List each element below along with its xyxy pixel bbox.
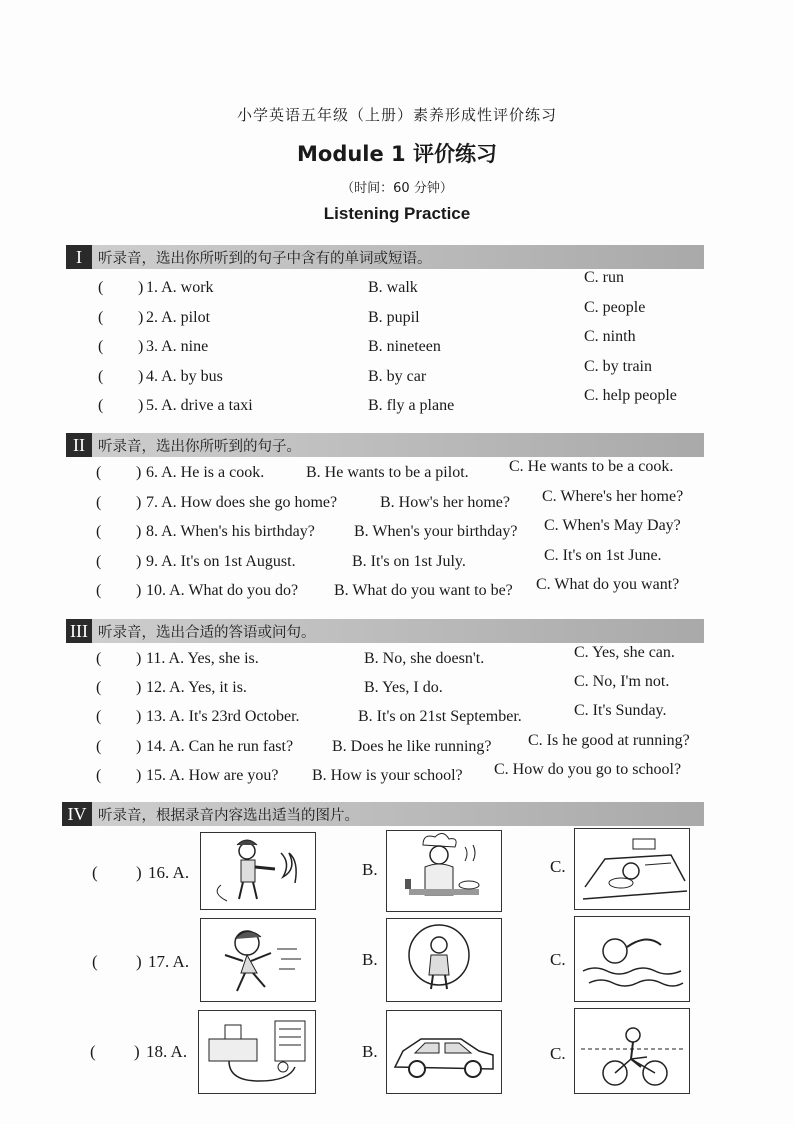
answer-blank-close: ) [136, 494, 142, 511]
time-limit: （时间：60 分钟） [341, 181, 453, 196]
answer-blank-open: ( [98, 397, 104, 414]
section-1-header [66, 245, 704, 269]
answer-blank-close: ) [136, 582, 142, 599]
answer-blank-open: ( [90, 1042, 96, 1061]
swimming-icon [575, 917, 689, 1001]
section-number: IV [62, 802, 92, 826]
option-c: C. When's May Day? [544, 517, 681, 534]
answer-blank-close: ) [138, 338, 144, 355]
question-number: 16. A. [148, 863, 190, 882]
answer-blank-close: ) [136, 523, 142, 540]
school-walk-icon [199, 1011, 315, 1093]
answer-blank-open: ( [98, 309, 104, 326]
answer-blank-close: ) [136, 767, 142, 784]
option-b: B. nineteen [368, 338, 441, 355]
option-c: C. What do you want? [536, 576, 680, 593]
bicycle-icon [575, 1009, 689, 1093]
car-icon [387, 1011, 501, 1093]
option-c: C. by train [584, 358, 652, 375]
option-b: B. walk [368, 279, 418, 296]
option-b: B. When's your birthday? [354, 523, 518, 540]
option-a: 6. A. He is a cook. [146, 464, 265, 481]
option-b: B. No, she doesn't. [364, 650, 485, 667]
question-row [94, 576, 714, 606]
question-row [94, 761, 714, 791]
option-a: 1. A. work [146, 279, 214, 296]
answer-blank-open: ( [96, 494, 102, 511]
option-a: 13. A. It's 23rd October. [146, 708, 300, 725]
question-number: 18. A. [146, 1042, 188, 1061]
picture-cook[interactable] [386, 830, 502, 912]
question-row [94, 387, 714, 421]
option-c: C. ninth [584, 328, 636, 345]
picture-cycling-boy[interactable] [574, 1008, 690, 1094]
answer-blank-close: ) [134, 1042, 140, 1061]
option-c: C. Yes, she can. [574, 644, 675, 661]
answer-blank-close: ) [136, 464, 142, 481]
option-c: C. people [584, 299, 646, 316]
answer-blank-open: ( [92, 952, 98, 971]
skipping-rope-icon [387, 919, 501, 1001]
option-c: C. It's on 1st June. [544, 547, 662, 564]
option-b-label: B. [362, 1042, 378, 1061]
answer-blank-close: ) [136, 553, 142, 570]
section-3-header [66, 619, 704, 643]
option-a: 2. A. pilot [146, 309, 211, 326]
question-row [94, 732, 714, 762]
option-c: C. It's Sunday. [574, 702, 667, 719]
answer-blank-open: ( [96, 582, 102, 599]
option-a: 7. A. How does she go home? [146, 494, 338, 511]
option-a: 15. A. How are you? [146, 767, 279, 784]
option-c: C. help people [584, 387, 677, 404]
picture-swimming-boy[interactable] [574, 916, 690, 1002]
section-instruction: 听录音，选出你所听到的句子中含有的单词或短语。 [98, 250, 432, 267]
answer-blank-close: ) [136, 952, 142, 971]
answer-blank-open: ( [92, 863, 98, 882]
question-row [94, 644, 714, 674]
answer-blank-close: ) [136, 679, 142, 696]
answer-blank-open: ( [96, 464, 102, 481]
question-row [94, 673, 714, 703]
answer-blank-close: ) [138, 279, 144, 296]
answer-blank-open: ( [98, 368, 104, 385]
cook-icon [387, 831, 501, 911]
option-b: B. How's her home? [380, 494, 510, 511]
option-a: 5. A. drive a taxi [146, 397, 253, 414]
answer-blank-open: ( [96, 708, 102, 725]
section-heading: Listening Practice [323, 204, 471, 223]
option-a: 9. A. It's on 1st August. [146, 553, 296, 570]
option-b-label: B. [362, 860, 378, 879]
option-a: 10. A. What do you do? [146, 582, 299, 599]
taxi-driver-icon [575, 829, 689, 909]
option-c: C. Where's her home? [542, 488, 684, 505]
question-row [94, 458, 714, 488]
answer-blank-close: ) [136, 863, 142, 882]
option-c: C. He wants to be a cook. [509, 458, 674, 475]
firefighter-icon [201, 833, 315, 909]
answer-blank-open: ( [96, 767, 102, 784]
option-a: 11. A. Yes, she is. [146, 650, 259, 667]
option-a: 14. A. Can he run fast? [146, 738, 294, 755]
question-number: 17. A. [148, 952, 190, 971]
answer-blank-close: ) [138, 309, 144, 326]
answer-blank-open: ( [96, 523, 102, 540]
option-c: C. No, I'm not. [574, 673, 670, 690]
picture-firefighter[interactable] [200, 832, 316, 910]
section-number: I [66, 245, 92, 269]
answer-blank-open: ( [96, 553, 102, 570]
question-row [94, 702, 714, 732]
option-b: B. It's on 21st September. [358, 708, 522, 725]
question-row [94, 517, 714, 547]
option-a: 12. A. Yes, it is. [146, 679, 247, 696]
picture-car[interactable] [386, 1010, 502, 1094]
picture-skipping-girl[interactable] [386, 918, 502, 1002]
option-b: B. fly a plane [368, 397, 455, 414]
section-number: III [66, 619, 92, 643]
section-4-header [62, 802, 704, 826]
option-c: C. How do you go to school? [494, 761, 682, 778]
option-b: B. How is your school? [312, 767, 463, 784]
section-instruction: 听录音，选出你所听到的句子。 [98, 438, 301, 455]
option-a: 8. A. When's his birthday? [146, 523, 315, 540]
option-c: C. Is he good at running? [528, 732, 690, 749]
option-c-label: C. [550, 1044, 566, 1063]
answer-blank-close: ) [136, 738, 142, 755]
section-number: II [66, 433, 92, 457]
option-b: B. by car [368, 368, 427, 385]
running-girl-icon [201, 919, 315, 1001]
question-row [94, 488, 714, 518]
option-c: C. run [584, 269, 624, 286]
answer-blank-open: ( [98, 338, 104, 355]
page-title: Module 1 评价练习 [297, 142, 497, 166]
worksheet-subtitle: 小学英语五年级（上册）素养形成性评价练习 [236, 106, 557, 124]
question-row [94, 547, 714, 577]
option-a: 4. A. by bus [146, 368, 223, 385]
answer-blank-close: ) [138, 397, 144, 414]
picture-taxi-driver[interactable] [574, 828, 690, 910]
picture-walking-to-school[interactable] [198, 1010, 316, 1094]
answer-blank-open: ( [96, 679, 102, 696]
section-instruction: 听录音，选出合适的答语或问句。 [98, 624, 316, 641]
option-c-label: C. [550, 857, 566, 876]
answer-blank-open: ( [96, 738, 102, 755]
option-b-label: B. [362, 950, 378, 969]
answer-blank-close: ) [136, 708, 142, 725]
option-b: B. Yes, I do. [364, 679, 443, 696]
answer-blank-open: ( [96, 650, 102, 667]
answer-blank-open: ( [98, 279, 104, 296]
option-b: B. Does he like running? [332, 738, 492, 755]
picture-running-girl[interactable] [200, 918, 316, 1002]
option-b: B. pupil [368, 309, 420, 326]
answer-blank-close: ) [136, 650, 142, 667]
option-c-label: C. [550, 950, 566, 969]
option-a: 3. A. nine [146, 338, 209, 355]
option-b: B. What do you want to be? [334, 582, 513, 599]
section-2-header [66, 433, 704, 457]
section-instruction: 听录音，根据录音内容选出适当的图片。 [98, 807, 359, 824]
option-b: B. It's on 1st July. [352, 553, 466, 570]
option-b: B. He wants to be a pilot. [306, 464, 469, 481]
answer-blank-close: ) [138, 368, 144, 385]
